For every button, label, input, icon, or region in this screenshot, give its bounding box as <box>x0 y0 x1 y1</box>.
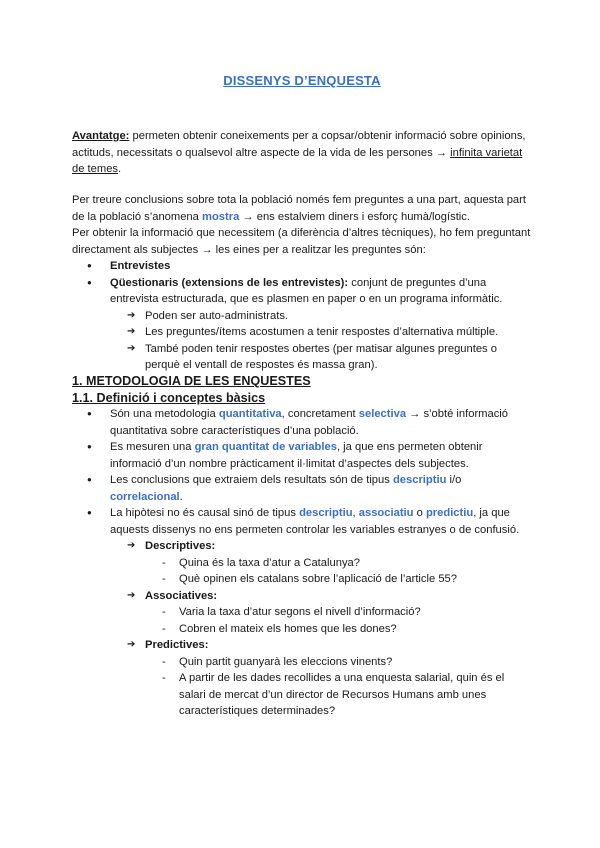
example-text: A partir de les dades recollides a una enquesta salarial, quin és el salari de mercat d’un director de Recursos Humans amb unes característiques determinades? <box>179 672 505 717</box>
list-item-example <box>72 555 532 572</box>
def-keyword: selectiva <box>358 408 407 420</box>
dash-icon: - <box>162 622 166 635</box>
list-item-def-2 <box>72 439 532 472</box>
def-text: → s’obté informació quantitativa sobre característiques d’una població. <box>110 408 509 437</box>
list-item-entrevistes <box>72 258 532 275</box>
dash-icon: - <box>162 573 166 585</box>
section-heading: 1. METODOLOGIA DE LES ENQUESTES <box>72 374 311 388</box>
avantatge-paragraph <box>72 128 532 178</box>
questionaris-text: conjunt de preguntes d’una entrevista estructurada, que es plasmen en paper o en un programa informàtic. <box>110 276 503 305</box>
list-item-def-3 <box>72 472 532 505</box>
type-label: Predictives: <box>145 639 209 651</box>
dash-icon: - <box>162 672 166 684</box>
def-keyword: descriptiu <box>299 507 353 519</box>
mostra-text-b: → ens estalviem diners i esforç humà/logístic. <box>239 210 470 223</box>
sub-text: Les preguntes/ítems acostumen a tenir respostes d’alternativa múltiple. <box>145 326 499 338</box>
def-text: , concretament <box>281 408 359 420</box>
list-item-example <box>72 571 532 588</box>
def-text: , <box>352 507 359 519</box>
type-label: Descriptives: <box>145 540 216 552</box>
def-text: i/o <box>446 474 462 486</box>
list-item-type-associatives <box>72 588 532 605</box>
eines-paragraph: Per obtenir la informació que necessitem (a diferència d’altres tècniques), ho fem preguntant directament als subjectes → les eines per a realitzar les preguntes són: <box>72 227 531 256</box>
type-label: Associatives: <box>145 589 218 602</box>
def-keyword: quantitativa <box>218 408 282 420</box>
sub-text: També poden tenir respostes obertes (per matisar algunes preguntes o perquè el ventall de respostes és massa gran). <box>145 342 497 371</box>
def-text: La hipòtesi no és causal sinó de tipus <box>110 507 300 519</box>
dash-icon: - <box>162 606 166 618</box>
def-keyword: gran quantitat de variables <box>194 441 337 453</box>
list-item-example <box>72 654 532 671</box>
list-item-sub-1 <box>72 308 532 325</box>
avantatge-text: permeten obtenir coneixements per a copsar/obtenir informació sobre opinions, actituds, necessitats o qualsevol altre aspecte de la vida de les persones → <box>72 130 526 159</box>
def-keyword: correlacional <box>110 490 180 503</box>
list-item-sub-3 <box>72 341 532 374</box>
list-item-example <box>72 604 532 621</box>
page-title: DISSENYS D’ENQUESTA <box>223 73 381 88</box>
avantatge-label: Avantatge: <box>72 130 130 142</box>
example-text: Cobren el mateix els homes que les dones? <box>179 622 397 635</box>
def-text: o <box>413 507 426 519</box>
arrow-icon: ➔ <box>127 326 136 337</box>
def-text: Les conclusions que extraiem dels resultats són de tipus <box>110 474 393 486</box>
mostra-keyword: mostra <box>202 210 240 223</box>
list-item-def-1 <box>72 406 532 439</box>
mostra-paragraph <box>72 192 532 225</box>
sub-text: Poden ser auto-administrats. <box>145 309 289 322</box>
example-text: Varia la taxa d’atur segons el nivell d’informació? <box>179 606 421 618</box>
def-keyword: descriptiu <box>392 474 447 486</box>
def-text: Són una metodologia <box>110 408 219 420</box>
arrow-icon: ➔ <box>127 342 136 354</box>
list-item-example <box>72 621 532 638</box>
example-text: Quin partit guanyarà les eleccions vinents? <box>179 655 393 668</box>
definitions-list <box>72 406 532 720</box>
avantatge-underlined: infinita varietat de temes <box>72 146 523 175</box>
mostra-text-a: Per treure conclusions sobre tota la població només fem preguntes a una part, aquesta part de la població s’anomena <box>72 194 526 223</box>
dash-icon: - <box>162 556 166 569</box>
list-item-type-predictives <box>72 637 532 654</box>
arrow-icon: ➔ <box>127 589 136 601</box>
def-text: Es mesuren una <box>110 441 195 453</box>
arrow-icon: ➔ <box>127 540 136 551</box>
tools-list <box>72 258 532 374</box>
def-text: , ja que ens permeten obtenir informació d’un nombre pràcticament il·limitat d’aspectes dels subjectes. <box>110 441 483 470</box>
example-text: Quina és la taxa d’atur a Catalunya? <box>179 556 360 569</box>
arrow-icon: ➔ <box>127 639 136 650</box>
def-text: , ja que aquests dissenys no ens permeten controlar les variables estranyes o de confusió. <box>110 507 520 536</box>
entrevistes-label: Entrevistes <box>110 260 171 272</box>
dash-icon: - <box>162 655 166 668</box>
questionaris-label: Qüestionaris (extensions de les entrevistes): <box>110 276 349 289</box>
list-item-questionaris <box>72 275 532 308</box>
list-item-def-4 <box>72 505 532 538</box>
list-item-example <box>72 670 532 720</box>
def-keyword: associatiu <box>358 507 414 519</box>
avantatge-end: . <box>118 163 122 175</box>
list-item-type-descriptives <box>72 538 532 555</box>
list-item-sub-2 <box>72 324 532 341</box>
def-keyword: predictiu <box>425 507 474 519</box>
example-text: Què opinen els catalans sobre l’aplicació de l’article 55? <box>179 573 457 585</box>
arrow-icon: ➔ <box>127 309 136 321</box>
def-text: . <box>179 490 183 503</box>
subsection-heading: 1.1. Definició i conceptes bàsics <box>72 391 266 405</box>
